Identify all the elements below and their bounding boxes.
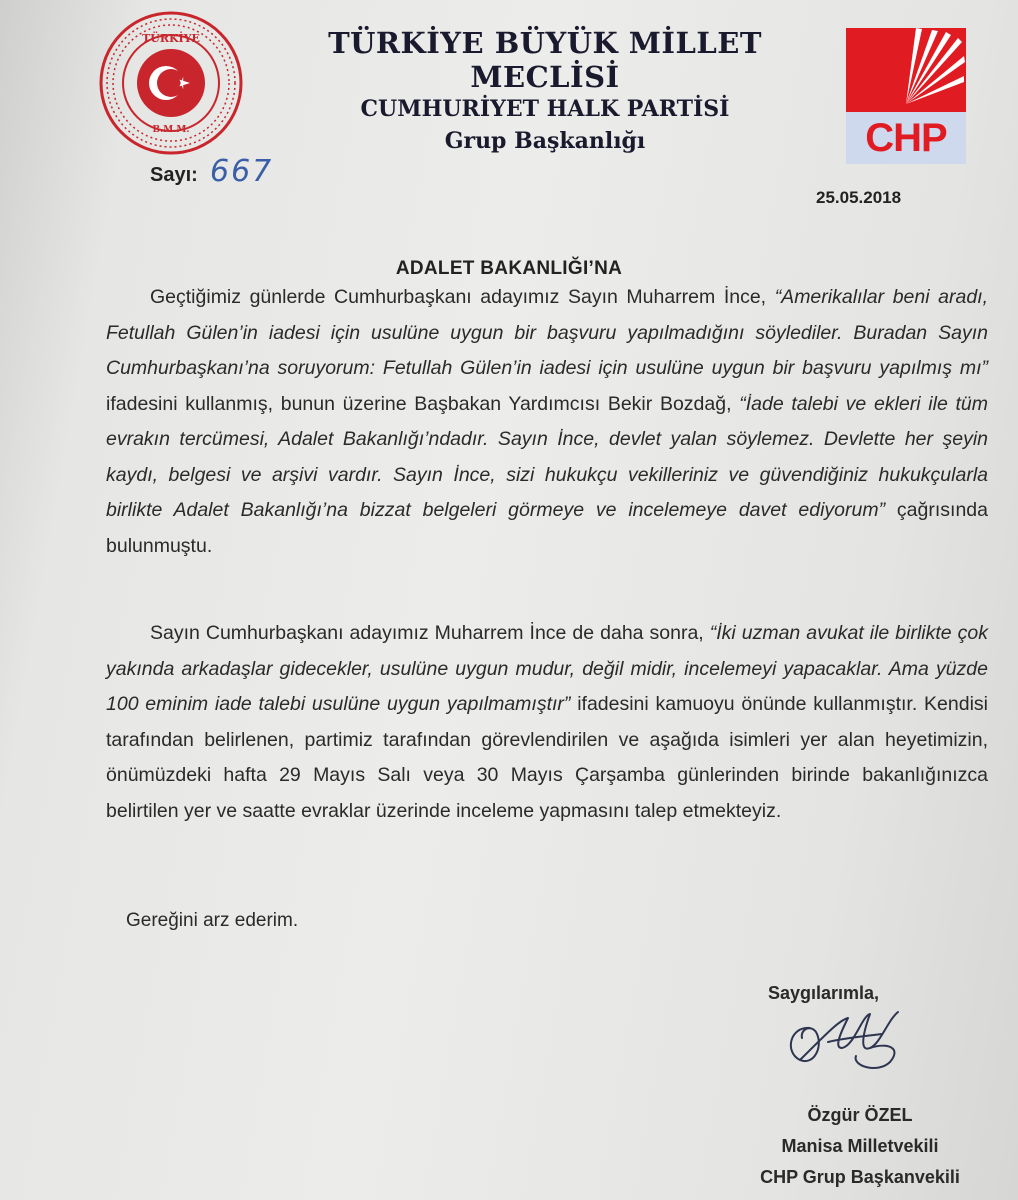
institution-name: TÜRKİYE BÜYÜK MİLLET MECLİSİ bbox=[328, 26, 762, 94]
paragraph-1-text-c: çağrısında bulunmuştu. bbox=[106, 499, 988, 557]
recipient-heading: ADALET BAKANLIĞI’NA bbox=[395, 258, 623, 279]
closing-line: Gereğini arz ederim. bbox=[126, 910, 299, 931]
party-name: CUMHURİYET HALK PARTİSİ bbox=[360, 96, 730, 122]
reference-label: Sayı: bbox=[150, 164, 198, 186]
paragraph-2-text-a: Sayın Cumhurbaşkanı adayımız Muharrem İnce de daha sonra, bbox=[150, 622, 710, 644]
tbmm-seal-icon bbox=[96, 8, 246, 158]
office-name: Grup Başkanlığı bbox=[444, 128, 646, 154]
paragraph-2-quote-a: “İki uzman avukat ile birlikte çok yakında arkadaşlar gidecekler, usulüne uygun mudur, değil midir, incelemeyi yapacaklar. Ama yüzde 100 eminim iade talebi usulüne uygun yapılmamıştır” bbox=[106, 622, 988, 715]
letterhead bbox=[250, 22, 840, 154]
paragraph-1-text-b: ifadesini kullanmış, bunun üzerine Başbakan Yardımcısı Bekir Bozdağ, bbox=[106, 392, 740, 415]
handwritten-signature-icon bbox=[770, 990, 920, 1080]
paragraph-1-quote-a: “Amerikalılar beni aradı, Fetullah Gülen’in iadesi için usulüne uygun bir başvuru yapılmadığını söylediler. Buradan Sayın Cumhurbaşkanı’na soruyorum: Fetullah Gülen’in iadesi için usulüne uygun bir başvuru yapılmış mı” bbox=[106, 286, 988, 379]
signatory-name: Özgür ÖZEL bbox=[807, 1105, 913, 1125]
chp-logo-text: CHP bbox=[846, 112, 966, 164]
body-paragraph-1 bbox=[106, 280, 988, 564]
signatory-title-1: Manisa Milletvekili bbox=[781, 1136, 939, 1156]
chp-arrows-icon bbox=[846, 28, 966, 112]
body-paragraph-2 bbox=[106, 616, 988, 829]
seal-text-top: TÜRKİYE bbox=[142, 32, 200, 45]
seal-text-bottom: B.M.M. bbox=[152, 125, 190, 135]
signatory-block bbox=[740, 1100, 980, 1193]
regards-text: Saygılarımla, bbox=[768, 983, 880, 1003]
paragraph-1-text-a: Geçtiğimiz günlerde Cumhurbaşkanı adayımız Sayın Muharrem İnce, bbox=[150, 286, 775, 308]
paragraph-2-text-b: ifadesini kamuoyu önünde kullanmıştır. Kendisi tarafından belirlenen, partimiz tarafından görevlendirilen ve aşağıda isimleri yer alan heyetimizin, önümüzdeki hafta 29 Mayıs Salı veya 30 Mayıs Çarşamba günlerinden birinde bakanlığınızca belirtilen yer ve saatte evraklar üzerinde inceleme yapmasını talep etmekteyiz. bbox=[106, 693, 988, 822]
reference-number: 667 bbox=[210, 154, 274, 189]
paragraph-1-quote-b: “İade talebi ve ekleri ile tüm evrakın tercümesi, Adalet Bakanlığı’ndadır. Sayın İnce, devlet yalan söylemez. Devlette her şeyin kaydı, belgesi ve arşivi vardır. Sayın İnce, sizi hukukçu vekilleriniz ve güvendiğiniz hukukçularla birlikte Adalet Bakanlığı’na bizzat belgeleri görmeye ve incelemeye davet ediyorum” bbox=[106, 392, 988, 521]
signatory-title-2: CHP Grup Başkanvekili bbox=[760, 1167, 960, 1187]
letter-date: 25.05.2018 bbox=[816, 188, 902, 207]
chp-logo bbox=[846, 28, 966, 164]
